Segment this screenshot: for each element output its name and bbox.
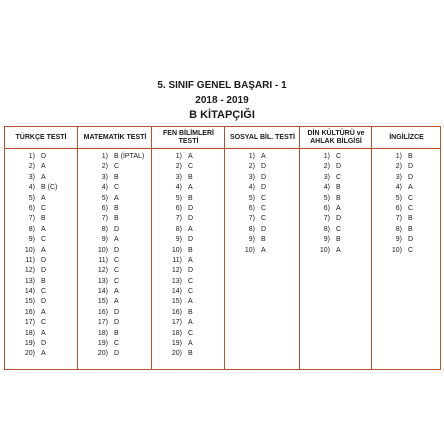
answer-value: B [114, 329, 119, 337]
answer-value: B [336, 236, 341, 244]
answer-row [152, 152, 225, 162]
answer-row [152, 225, 225, 235]
answer-row [78, 297, 152, 307]
answer-value: D [261, 225, 267, 233]
answer-column [151, 127, 225, 369]
question-number: 1) [395, 153, 402, 160]
answer-value: D [41, 340, 47, 348]
answer-row [372, 173, 441, 183]
answer-value: A [188, 184, 193, 192]
answer-row [372, 235, 441, 245]
question-number: 4) [323, 184, 330, 192]
answer-value: C [261, 194, 267, 202]
question-number: 2) [323, 163, 330, 171]
answer-value: C [188, 329, 194, 337]
answer-row [152, 277, 225, 287]
answer-row [5, 204, 77, 214]
answer-value: C [114, 340, 120, 348]
answer-column [371, 127, 441, 369]
question-number: 8) [175, 225, 182, 233]
question-number: 10) [244, 246, 255, 254]
answer-row [5, 329, 77, 339]
question-number: 9) [28, 236, 35, 244]
answer-value: D [41, 153, 47, 160]
answer-value: D [114, 319, 120, 327]
answer-row [78, 162, 152, 172]
question-number: 2) [248, 163, 255, 171]
answer-value: B [188, 246, 193, 254]
question-number: 17) [171, 319, 182, 327]
question-number: 3) [28, 173, 35, 181]
answer-row [300, 246, 372, 256]
answer-value: A [41, 246, 46, 254]
answer-row [152, 183, 225, 193]
question-number: 8) [395, 225, 402, 233]
question-number: 5) [175, 194, 182, 202]
answer-row [5, 152, 77, 162]
answer-row [372, 183, 441, 193]
answer-column [77, 127, 152, 369]
answer-value: C [261, 215, 267, 223]
answer-value: C [114, 163, 120, 171]
question-number: 7) [248, 215, 255, 223]
question-number: 17) [24, 319, 35, 327]
answer-row [78, 339, 152, 349]
answer-row [5, 297, 77, 307]
answer-row [300, 225, 372, 235]
answer-row [152, 287, 225, 297]
answer-value: B [188, 194, 193, 202]
question-number: 4) [28, 184, 35, 192]
answer-value: D [261, 173, 267, 181]
answer-row [78, 152, 152, 162]
answer-row [300, 152, 372, 162]
answer-row [152, 318, 225, 328]
question-number: 1) [28, 153, 35, 160]
answer-value: C [114, 267, 120, 275]
question-number: 9) [395, 236, 402, 244]
question-number: 12) [171, 267, 182, 275]
question-number: 8) [248, 225, 255, 233]
question-number: 13) [171, 277, 182, 285]
question-number: 5) [28, 194, 35, 202]
answer-value: C [114, 277, 120, 285]
question-number: 10) [391, 246, 402, 254]
answer-value: D [41, 256, 47, 264]
question-number: 19) [24, 340, 35, 348]
answer-row [225, 162, 300, 172]
question-number: 2) [101, 163, 108, 171]
answer-value: A [188, 256, 193, 264]
answer-row [5, 266, 77, 276]
question-number: 9) [323, 236, 330, 244]
answer-value: D [336, 215, 342, 223]
answer-value: C [261, 204, 267, 212]
answer-value: A [114, 288, 119, 296]
question-number: 6) [248, 204, 255, 212]
answer-row [5, 339, 77, 349]
question-number: 17) [97, 319, 108, 327]
question-number: 10) [319, 246, 330, 254]
answer-row [300, 204, 372, 214]
answer-value: C [336, 173, 342, 181]
question-number: 19) [97, 340, 108, 348]
question-number: 5) [101, 194, 108, 202]
answer-value: C [114, 184, 120, 192]
question-number: 12) [97, 267, 108, 275]
question-number: 2) [175, 163, 182, 171]
answer-column [224, 127, 300, 369]
answer-column [5, 127, 77, 369]
question-number: 6) [28, 204, 35, 212]
answer-row [225, 214, 300, 224]
answer-value: D [408, 236, 414, 244]
answer-row [5, 183, 77, 193]
answer-value: B [408, 215, 413, 223]
question-number: 6) [101, 204, 108, 212]
answer-value: B [114, 173, 119, 181]
answer-value: B [188, 173, 193, 181]
question-number: 20) [97, 350, 108, 358]
answer-value: A [41, 350, 46, 358]
question-number: 8) [323, 225, 330, 233]
answer-row [78, 235, 152, 245]
answer-row [152, 329, 225, 339]
answer-row [78, 246, 152, 256]
question-number: 15) [24, 298, 35, 306]
answer-row [225, 152, 300, 162]
answer-value: C [41, 204, 47, 212]
question-number: 9) [175, 236, 182, 244]
answer-value: B (İPTAL) [114, 153, 145, 160]
answer-value: C [408, 204, 414, 212]
answer-row [78, 329, 152, 339]
answer-row [78, 173, 152, 183]
answer-row [372, 194, 441, 204]
answer-value: D [188, 215, 194, 223]
question-number: 14) [171, 288, 182, 296]
question-number: 6) [175, 204, 182, 212]
question-number: 5) [323, 194, 330, 202]
answer-value: B [408, 225, 413, 233]
answer-value: C [408, 246, 414, 254]
question-number: 20) [171, 350, 182, 358]
answer-row [152, 297, 225, 307]
answer-value: A [408, 184, 413, 192]
answer-row [372, 152, 441, 162]
question-number: 7) [395, 215, 402, 223]
question-number: 10) [97, 246, 108, 254]
answer-row [5, 308, 77, 318]
exam-year: 2018 - 2019 [195, 95, 249, 106]
answer-row [78, 214, 152, 224]
answer-row [5, 246, 77, 256]
answer-value: B [408, 153, 413, 160]
question-number: 3) [175, 173, 182, 181]
answer-row [225, 235, 300, 245]
question-number: 16) [24, 308, 35, 316]
question-number: 14) [24, 288, 35, 296]
answer-value: B [41, 215, 46, 223]
question-number: 11) [172, 256, 182, 264]
question-number: 7) [323, 215, 330, 223]
question-number: 12) [24, 267, 35, 275]
answer-row [225, 204, 300, 214]
answer-row [78, 183, 152, 193]
answer-row [372, 204, 441, 214]
answer-value: A [114, 298, 119, 306]
question-number: 2) [395, 163, 402, 171]
answer-row [152, 204, 225, 214]
answer-row [152, 173, 225, 183]
answer-value: A [188, 340, 193, 348]
booklet-title: B KİTAPÇIĞI [189, 109, 255, 121]
answer-value: B [114, 204, 119, 212]
question-number: 5) [395, 194, 402, 202]
answer-row [78, 287, 152, 297]
question-number: 8) [28, 225, 35, 233]
question-number: 7) [101, 215, 108, 223]
question-number: 18) [97, 329, 108, 337]
answer-row [300, 162, 372, 172]
question-number: 18) [171, 329, 182, 337]
question-number: 16) [171, 308, 182, 316]
answer-value: D [188, 204, 194, 212]
answer-row [5, 194, 77, 204]
answer-value: D [261, 163, 267, 171]
answer-value: B [188, 350, 193, 358]
answer-value: A [41, 163, 46, 171]
question-number: 15) [171, 298, 182, 306]
question-number: 2) [28, 163, 35, 171]
answer-row [78, 349, 152, 359]
question-number: 11) [25, 256, 35, 264]
answer-row [372, 162, 441, 172]
answer-row [152, 214, 225, 224]
answer-value: A [41, 173, 46, 181]
answer-row [300, 214, 372, 224]
answer-value: D [41, 267, 47, 275]
answer-row [152, 194, 225, 204]
answer-column [299, 127, 372, 369]
answer-value: C [41, 319, 47, 327]
answer-row [5, 214, 77, 224]
question-number: 13) [24, 277, 35, 285]
question-number: 14) [97, 288, 108, 296]
answer-row [152, 256, 225, 266]
question-number: 13) [97, 277, 108, 285]
answer-value: D [41, 298, 47, 306]
answer-value: A [261, 246, 266, 254]
question-number: 4) [395, 184, 402, 192]
question-number: 16) [97, 308, 108, 316]
exam-title: 5. SINIF GENEL BAŞARI - 1 [157, 80, 287, 91]
question-number: 7) [175, 215, 182, 223]
answer-row [372, 214, 441, 224]
answer-row [152, 339, 225, 349]
answer-row [225, 225, 300, 235]
question-number: 10) [24, 246, 35, 254]
answer-row [5, 173, 77, 183]
answer-row [78, 308, 152, 318]
question-number: 19) [171, 340, 182, 348]
answer-row [5, 287, 77, 297]
answer-value: A [261, 153, 266, 160]
answer-value: D [188, 236, 194, 244]
answer-value: C [188, 277, 194, 285]
answer-value: C [336, 225, 342, 233]
answer-row [5, 318, 77, 328]
answer-value: A [336, 204, 341, 212]
answer-value: C [336, 153, 342, 160]
answer-row [152, 246, 225, 256]
answer-row [5, 225, 77, 235]
answer-value: A [41, 308, 46, 316]
answer-row [5, 162, 77, 172]
answer-row [78, 266, 152, 276]
answer-row [152, 349, 225, 359]
answer-value: D [114, 350, 120, 358]
answer-row [300, 235, 372, 245]
column-header: FEN BİLİMLERİ TESTİ [152, 127, 225, 149]
question-number: 3) [323, 173, 330, 181]
answer-row [300, 183, 372, 193]
question-number: 18) [24, 329, 35, 337]
question-number: 5) [248, 194, 255, 202]
question-number: 7) [28, 215, 35, 223]
question-number: 1) [248, 153, 255, 160]
question-number: 4) [248, 184, 255, 192]
question-number: 4) [101, 184, 108, 192]
question-number: 3) [248, 173, 255, 181]
answer-value: A [41, 225, 46, 233]
column-header: İNGİLİZCE [372, 127, 441, 149]
answer-value: B [114, 215, 119, 223]
answer-value: C [188, 163, 194, 171]
question-number: 1) [175, 153, 182, 160]
answer-value: A [41, 329, 46, 337]
answer-value: B [188, 308, 193, 316]
answer-row [5, 277, 77, 287]
answer-value: C [41, 288, 47, 296]
question-number: 8) [101, 225, 108, 233]
question-number: 20) [24, 350, 35, 358]
column-header: MATEMATİK TESTİ [78, 127, 152, 149]
answer-row [152, 308, 225, 318]
answer-row [5, 256, 77, 266]
question-number: 1) [101, 153, 108, 160]
answer-value: B [336, 194, 341, 202]
answer-value: A [114, 236, 119, 244]
answer-row [78, 256, 152, 266]
answer-value: A [41, 194, 46, 202]
answer-row [5, 235, 77, 245]
answer-value: D [261, 184, 267, 192]
answer-value: A [188, 153, 193, 160]
answer-row [152, 266, 225, 276]
answer-value: B [336, 184, 341, 192]
question-number: 3) [395, 173, 402, 181]
question-number: 6) [395, 204, 402, 212]
column-header: TÜRKÇE TESTİ [5, 127, 77, 149]
answer-key-table [4, 126, 441, 370]
answer-value: D [408, 163, 414, 171]
answer-row [5, 349, 77, 359]
answer-row [300, 194, 372, 204]
answer-value: B [261, 236, 266, 244]
answer-value: D [114, 246, 120, 254]
column-header: SOSYAL BİL. TESTİ [225, 127, 300, 149]
answer-row [78, 277, 152, 287]
answer-value: A [188, 298, 193, 306]
question-number: 15) [97, 298, 108, 306]
answer-value: B (C) [41, 184, 58, 192]
answer-value: C [408, 194, 414, 202]
question-number: 10) [171, 246, 182, 254]
answer-row [78, 225, 152, 235]
answer-value: D [114, 225, 120, 233]
answer-row [300, 173, 372, 183]
question-number: 1) [323, 153, 330, 160]
answer-row [152, 162, 225, 172]
answer-value: A [336, 246, 341, 254]
answer-value: A [114, 194, 119, 202]
answer-row [152, 235, 225, 245]
column-header: DİN KÜLTÜRÜ ve AHLAK BİLGİSİ [300, 127, 372, 149]
answer-value: C [188, 288, 194, 296]
question-number: 4) [175, 184, 182, 192]
question-number: 9) [248, 236, 255, 244]
question-number: 9) [101, 236, 108, 244]
answer-row [78, 318, 152, 328]
answer-row [225, 173, 300, 183]
question-number: 3) [101, 173, 108, 181]
question-number: 6) [323, 204, 330, 212]
answer-value: D [188, 267, 194, 275]
answer-row [225, 194, 300, 204]
answer-row [78, 194, 152, 204]
answer-value: C [41, 236, 47, 244]
answer-value: A [188, 319, 193, 327]
answer-row [225, 246, 300, 256]
answer-value: D [408, 173, 414, 181]
answer-value: A [188, 225, 193, 233]
answer-row [225, 183, 300, 193]
answer-value: D [114, 308, 120, 316]
answer-value: D [336, 163, 342, 171]
answer-value: C [114, 256, 120, 264]
answer-row [372, 246, 441, 256]
answer-value: B [41, 277, 46, 285]
question-number: 11) [98, 256, 108, 264]
answer-row [372, 225, 441, 235]
answer-row [78, 204, 152, 214]
